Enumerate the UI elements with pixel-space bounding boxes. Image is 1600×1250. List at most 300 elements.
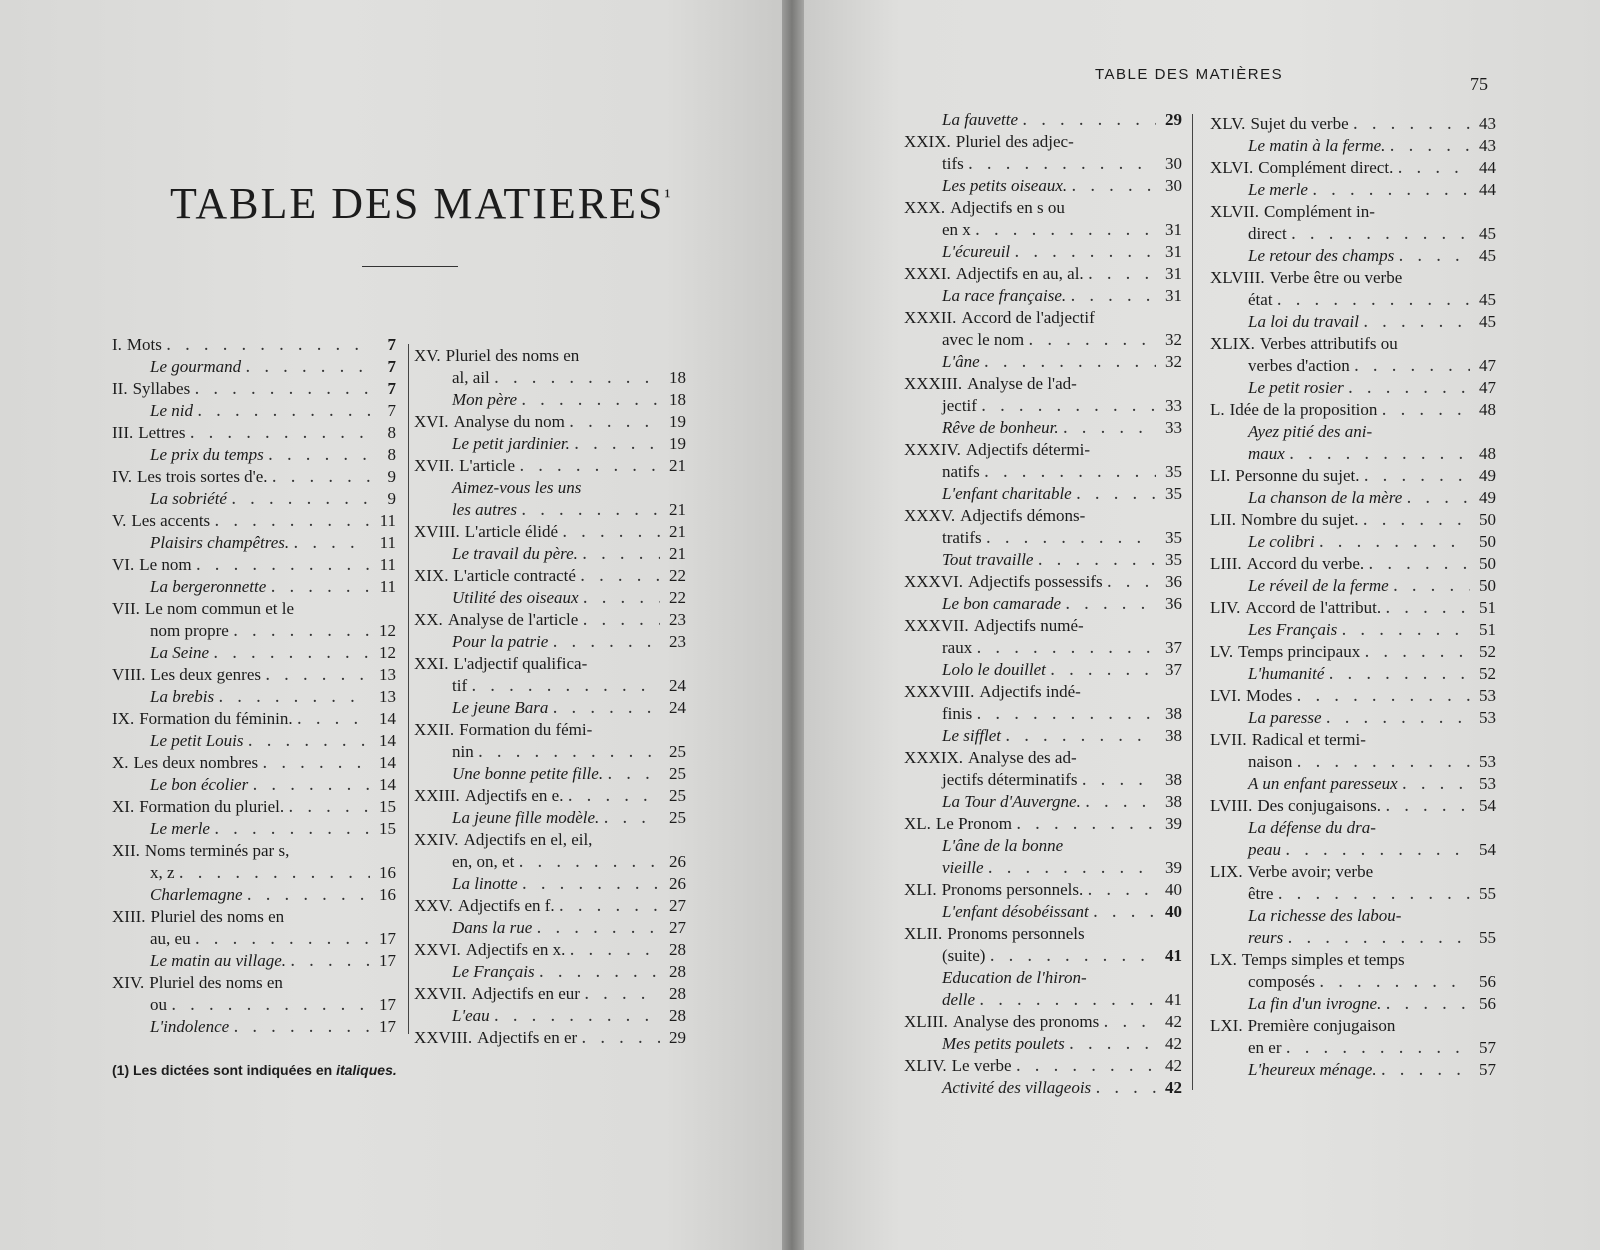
toc-page-number: 44 — [1479, 158, 1496, 177]
toc-label — [1210, 949, 1405, 971]
toc-title: nin — [452, 742, 474, 761]
toc-label — [112, 972, 283, 994]
toc-chapter-entry — [414, 455, 686, 477]
dot-leader — [231, 488, 370, 510]
toc-label — [414, 961, 535, 983]
toc-page-number: 53 — [1479, 686, 1496, 705]
dot-leader — [1397, 157, 1470, 179]
toc-label — [112, 400, 193, 422]
toc-title: Adjectifs en er — [477, 1028, 578, 1047]
toc-page-number: 7 — [387, 357, 396, 376]
toc-page-number: 51 — [1479, 598, 1496, 617]
toc-label — [112, 554, 192, 576]
toc-entry-continuation — [414, 675, 686, 697]
toc-page-number: 33 — [1165, 396, 1182, 415]
toc-page-number: 41 — [1165, 990, 1182, 1009]
toc-page-number: 39 — [1165, 814, 1182, 833]
toc-title: Adjectifs en s ou — [950, 198, 1065, 217]
toc-title: Le retour des champs — [1248, 246, 1395, 265]
toc-number: LI. — [1210, 466, 1231, 485]
toc-number: XV. — [414, 346, 441, 365]
toc-page-number: 8 — [387, 423, 396, 442]
toc-title: Le petit rosier — [1248, 378, 1344, 397]
toc-entry-continuation — [414, 851, 686, 873]
toc-page-number: 31 — [1165, 264, 1182, 283]
toc-number: XXXIII. — [904, 374, 963, 393]
toc-page-number: 28 — [669, 984, 686, 1003]
toc-number: XXXIV. — [904, 440, 961, 459]
toc-page-number: 27 — [669, 896, 686, 915]
toc-chapter-entry — [414, 411, 686, 433]
dot-leader — [552, 631, 660, 653]
dot-leader — [1005, 725, 1156, 747]
toc-label — [1210, 883, 1273, 905]
dot-leader — [290, 950, 370, 972]
toc-label — [414, 983, 580, 1005]
toc-title: vieille — [942, 858, 984, 877]
toc-title: Accord du verbe. — [1246, 554, 1365, 573]
toc-page-number: 22 — [669, 566, 686, 585]
toc-title: Lettres — [138, 423, 186, 442]
title-footnote-mark: ¹ — [664, 185, 673, 208]
dot-leader — [521, 499, 660, 521]
dot-leader — [1065, 593, 1156, 615]
toc-page-number: 35 — [1165, 528, 1182, 547]
dot-leader — [539, 961, 660, 983]
toc-title: Pluriel des adjec- — [955, 132, 1074, 151]
toc-title: Temps principaux — [1238, 642, 1361, 661]
toc-title: Adjectifs indé- — [979, 682, 1081, 701]
toc-label — [112, 334, 162, 356]
toc-dictation-entry — [414, 873, 686, 895]
toc-number: L. — [1210, 400, 1225, 419]
toc-label — [112, 840, 289, 862]
toc-label — [414, 719, 592, 741]
toc-page-number: 37 — [1165, 660, 1182, 679]
toc-label — [414, 763, 603, 785]
toc-dictation-entry — [414, 631, 686, 653]
toc-label — [414, 345, 579, 367]
toc-label — [1210, 399, 1377, 421]
toc-label — [904, 1077, 1091, 1099]
toc-dictation-entry — [904, 285, 1182, 307]
toc-label — [112, 752, 258, 774]
dot-leader — [522, 873, 660, 895]
dot-leader — [1385, 993, 1470, 1015]
toc-dictation-entry — [904, 417, 1182, 439]
toc-title: Des conjugaisons. — [1257, 796, 1382, 815]
toc-page-number: 50 — [1479, 554, 1496, 573]
dot-leader — [1385, 597, 1470, 619]
toc-title: Formation du fémi- — [459, 720, 593, 739]
dot-leader — [1381, 1059, 1470, 1081]
toc-dictation-entry — [904, 791, 1182, 813]
toc-label — [1210, 1015, 1395, 1037]
toc-page-number: 47 — [1479, 378, 1496, 397]
toc-title: La bergeronnette — [150, 577, 267, 596]
toc-label — [414, 1027, 577, 1049]
dot-leader — [583, 587, 660, 609]
dot-leader — [179, 862, 370, 884]
toc-entry-continuation — [1210, 355, 1496, 377]
toc-title: Le colibri — [1248, 532, 1315, 551]
toc-title: Accord de l'adjectif — [961, 308, 1095, 327]
toc-number: XLIII. — [904, 1012, 948, 1031]
toc-page-number: 28 — [669, 1006, 686, 1025]
toc-page-number: 16 — [379, 885, 396, 904]
toc-title: composés — [1248, 972, 1316, 991]
toc-label — [904, 725, 1001, 747]
toc-page-number: 24 — [669, 676, 686, 695]
toc-chapter-entry — [112, 378, 396, 400]
dot-leader — [1326, 707, 1470, 729]
toc-column-4 — [1210, 113, 1496, 1081]
toc-page-number: 31 — [1165, 220, 1182, 239]
toc-title: Idée de la proposition — [1229, 400, 1378, 419]
toc-label — [904, 615, 1084, 637]
toc-label — [1210, 267, 1402, 289]
toc-number: XXXII. — [904, 308, 957, 327]
dot-leader — [976, 703, 1156, 725]
toc-chapter-entry — [1210, 641, 1496, 663]
toc-dictation-entry — [112, 818, 396, 840]
toc-label — [904, 747, 1077, 769]
column-divider — [1192, 114, 1193, 1090]
toc-title: Activité des villageois — [942, 1078, 1092, 1097]
toc-title: Adjectifs détermi- — [965, 440, 1090, 459]
toc-chapter-entry — [112, 334, 396, 356]
toc-number: IX. — [112, 709, 135, 728]
toc-page-number: 44 — [1479, 180, 1496, 199]
toc-number: V. — [112, 511, 127, 530]
toc-page-number: 19 — [669, 412, 686, 431]
toc-label — [1210, 707, 1322, 729]
toc-title: Pour la patrie — [452, 632, 549, 651]
toc-title: en, on, et — [452, 852, 515, 871]
toc-title: La défense du dra- — [1248, 818, 1376, 837]
dot-leader — [1398, 245, 1470, 267]
toc-number: XXIII. — [414, 786, 460, 805]
toc-label — [112, 576, 266, 598]
toc-dictation-entry — [112, 400, 396, 422]
toc-dictation-entry — [414, 961, 686, 983]
toc-title: La jeune fille modèle. — [452, 808, 600, 827]
toc-number: XVI. — [414, 412, 449, 431]
toc-page-number: 16 — [379, 863, 396, 882]
toc-title: Les petits oiseaux. — [942, 176, 1068, 195]
toc-title: Verbes attributifs ou — [1259, 334, 1398, 353]
toc-dictation-entry — [112, 356, 396, 378]
toc-title: Verbe avoir; verbe — [1247, 862, 1374, 881]
toc-dictation-entry — [1210, 773, 1496, 795]
toc-title: L'enfant désobéissant — [942, 902, 1089, 921]
toc-entry-continuation — [112, 928, 396, 950]
toc-title: Le matin au village. — [150, 951, 286, 970]
toc-number: XIV. — [112, 973, 145, 992]
dot-leader — [968, 153, 1156, 175]
toc-dictation-entry — [112, 950, 396, 972]
toc-label — [1210, 1059, 1377, 1081]
toc-number: XXXIX. — [904, 748, 964, 767]
toc-entry-continuation — [112, 862, 396, 884]
toc-number: LXI. — [1210, 1016, 1243, 1035]
toc-chapter-entry — [112, 796, 396, 818]
toc-chapter-entry — [414, 521, 686, 543]
toc-page-number: 28 — [669, 962, 686, 981]
toc-label — [112, 1016, 229, 1038]
toc-column-3 — [904, 109, 1182, 1099]
toc-title: les autres — [452, 500, 518, 519]
toc-label — [414, 851, 514, 873]
toc-chapter-entry — [414, 829, 686, 851]
dot-leader — [569, 939, 660, 961]
toc-dictation-entry — [112, 774, 396, 796]
dot-leader — [494, 1005, 660, 1027]
dot-leader — [567, 785, 660, 807]
toc-title: Sujet du verbe — [1250, 114, 1349, 133]
toc-chapter-entry — [112, 840, 396, 862]
toc-label — [414, 873, 518, 895]
dot-leader — [1063, 417, 1156, 439]
toc-page-number: 41 — [1165, 946, 1182, 965]
toc-label — [112, 378, 190, 400]
toc-title: Le réveil de la ferme — [1248, 576, 1389, 595]
toc-number: XXIX. — [904, 132, 951, 151]
dot-leader — [268, 444, 370, 466]
dot-leader — [1354, 355, 1470, 377]
toc-label — [1210, 773, 1398, 795]
toc-label — [1210, 509, 1359, 531]
toc-page-number: 45 — [1479, 224, 1496, 243]
toc-number: XXXVIII. — [904, 682, 975, 701]
toc-title: Le bon camarade — [942, 594, 1061, 613]
toc-page-number: 9 — [387, 467, 396, 486]
toc-label — [904, 241, 1010, 263]
toc-number: XX. — [414, 610, 443, 629]
toc-entry-continuation — [1210, 751, 1496, 773]
toc-dictation-entry — [904, 901, 1182, 923]
toc-label — [904, 219, 971, 241]
toc-label — [904, 329, 1024, 351]
toc-chapter-entry — [904, 131, 1182, 153]
dot-leader — [1286, 1037, 1470, 1059]
toc-label — [414, 367, 490, 389]
toc-page-number: 7 — [387, 379, 396, 398]
toc-label — [904, 901, 1089, 923]
toc-label — [904, 285, 1066, 307]
toc-number: LVIII. — [1210, 796, 1253, 815]
dot-leader — [986, 527, 1156, 549]
toc-dictation-entry — [112, 642, 396, 664]
toc-label — [112, 664, 261, 686]
toc-label — [112, 928, 191, 950]
toc-title: La linotte — [452, 874, 518, 893]
toc-page-number: 25 — [669, 786, 686, 805]
toc-title: Analyse des ad- — [968, 748, 1077, 767]
toc-title: tifs — [942, 154, 964, 173]
toc-number: XLVI. — [1210, 158, 1254, 177]
dot-leader — [245, 356, 370, 378]
toc-label — [904, 659, 1046, 681]
dot-leader — [195, 928, 370, 950]
dot-leader — [559, 895, 660, 917]
toc-title: Complément direct. — [1258, 158, 1394, 177]
toc-label — [112, 950, 286, 972]
toc-label — [904, 483, 1072, 505]
toc-page-number: 27 — [669, 918, 686, 937]
toc-page-number: 35 — [1165, 550, 1182, 569]
toc-label — [112, 532, 289, 554]
toc-number: XXII. — [414, 720, 455, 739]
toc-dictation-entry — [904, 967, 1182, 989]
toc-title: Les deux nombres — [133, 753, 259, 772]
toc-dictation-entry — [904, 351, 1182, 373]
toc-label — [1210, 421, 1372, 443]
toc-page-number: 30 — [1165, 176, 1182, 195]
toc-number: X. — [112, 753, 129, 772]
toc-page-number: 40 — [1165, 902, 1182, 921]
toc-chapter-entry — [112, 422, 396, 444]
toc-title: tif — [452, 676, 468, 695]
toc-title: Syllabes — [132, 379, 191, 398]
toc-title: Mon père — [452, 390, 517, 409]
toc-number: XLIV. — [904, 1056, 947, 1075]
toc-label — [904, 197, 1065, 219]
toc-dictation-entry — [414, 1005, 686, 1027]
dot-leader — [1319, 531, 1470, 553]
toc-chapter-entry — [112, 554, 396, 576]
dot-leader — [218, 686, 370, 708]
toc-dictation-entry — [112, 444, 396, 466]
toc-page-number: 45 — [1479, 246, 1496, 265]
toc-title: Rêve de bonheur. — [942, 418, 1059, 437]
toc-number: XXXVII. — [904, 616, 969, 635]
toc-label — [904, 571, 1103, 593]
toc-dictation-entry — [1210, 817, 1496, 839]
toc-page-number: 55 — [1479, 884, 1496, 903]
toc-page-number: 15 — [379, 797, 396, 816]
toc-label — [1210, 729, 1366, 751]
toc-dictation-entry — [904, 857, 1182, 879]
dot-leader — [1393, 575, 1470, 597]
toc-page-number: 45 — [1479, 312, 1496, 331]
toc-chapter-entry — [112, 510, 396, 532]
toc-page-number: 14 — [379, 731, 396, 750]
toc-page-number: 43 — [1479, 114, 1496, 133]
toc-label — [1210, 993, 1381, 1015]
toc-title: Formation du pluriel. — [139, 797, 285, 816]
dot-leader — [584, 983, 660, 1005]
dot-leader — [1319, 971, 1470, 993]
toc-label — [1210, 245, 1394, 267]
toc-label — [1210, 553, 1364, 575]
toc-title: Les deux genres — [150, 665, 261, 684]
toc-label — [112, 510, 210, 532]
dot-leader — [1087, 879, 1156, 901]
toc-title: en x — [942, 220, 971, 239]
toc-page-number: 15 — [379, 819, 396, 838]
toc-title: jectif — [942, 396, 977, 415]
dot-leader — [989, 945, 1156, 967]
toc-entry-continuation — [904, 637, 1182, 659]
toc-label — [1210, 575, 1389, 597]
toc-title: Plaisirs champêtres. — [150, 533, 290, 552]
toc-number: XXV. — [414, 896, 453, 915]
toc-label — [904, 109, 1018, 131]
toc-title: reurs — [1248, 928, 1284, 947]
toc-chapter-entry — [904, 681, 1182, 703]
toc-label — [414, 389, 517, 411]
toc-label — [414, 587, 579, 609]
dot-leader — [1070, 285, 1156, 307]
toc-page-number: 29 — [669, 1028, 686, 1047]
toc-title: Tout travaille — [942, 550, 1034, 569]
toc-dictation-entry — [1210, 179, 1496, 201]
toc-title: La loi du travail — [1248, 312, 1359, 331]
toc-title: Pluriel des noms en — [150, 907, 285, 926]
toc-dictation-entry — [112, 488, 396, 510]
toc-chapter-entry — [904, 1055, 1182, 1077]
toc-chapter-entry — [414, 785, 686, 807]
toc-title: Le nid — [150, 401, 193, 420]
toc-number: VI. — [112, 555, 135, 574]
toc-title: au, eu — [150, 929, 191, 948]
toc-title: Analyse de l'ad- — [967, 374, 1077, 393]
dot-leader — [1348, 377, 1470, 399]
toc-title: Le nom commun et le — [144, 599, 295, 618]
toc-label — [904, 439, 1090, 461]
toc-label — [904, 593, 1061, 615]
toc-label — [1210, 971, 1315, 993]
dot-leader — [580, 565, 660, 587]
toc-label — [112, 818, 210, 840]
toc-dictation-entry — [414, 917, 686, 939]
toc-page-number: 35 — [1165, 484, 1182, 503]
toc-title: maux — [1248, 444, 1285, 463]
toc-entry-continuation — [904, 395, 1182, 417]
dot-leader — [1069, 1033, 1156, 1055]
toc-title: Aimez-vous les uns — [452, 478, 582, 497]
toc-label — [904, 637, 972, 659]
toc-page-number: 18 — [669, 368, 686, 387]
toc-label — [904, 505, 1085, 527]
dot-leader — [1287, 927, 1470, 949]
toc-dictation-entry — [112, 1016, 396, 1038]
toc-title: L'humanité — [1248, 664, 1325, 683]
toc-entry-continuation — [1210, 223, 1496, 245]
toc-page-number: 17 — [379, 995, 396, 1014]
dot-leader — [976, 637, 1156, 659]
toc-chapter-entry — [112, 708, 396, 730]
toc-number: LV. — [1210, 642, 1234, 661]
toc-label — [112, 488, 227, 510]
toc-page-number: 36 — [1165, 572, 1182, 591]
dot-leader — [581, 1027, 660, 1049]
toc-dictation-entry — [414, 477, 686, 499]
toc-label — [414, 609, 578, 631]
dot-leader — [1081, 769, 1156, 791]
toc-entry-continuation — [414, 741, 686, 763]
toc-entry-continuation — [1210, 883, 1496, 905]
dot-leader — [1291, 223, 1470, 245]
toc-number: XI. — [112, 797, 135, 816]
toc-page-number: 28 — [669, 940, 686, 959]
toc-title: Le bon écolier — [150, 775, 249, 794]
column-divider — [408, 344, 409, 1034]
toc-page-number: 13 — [379, 665, 396, 684]
dot-leader — [171, 994, 370, 1016]
toc-title: jectifs déterminatifs — [942, 770, 1078, 789]
